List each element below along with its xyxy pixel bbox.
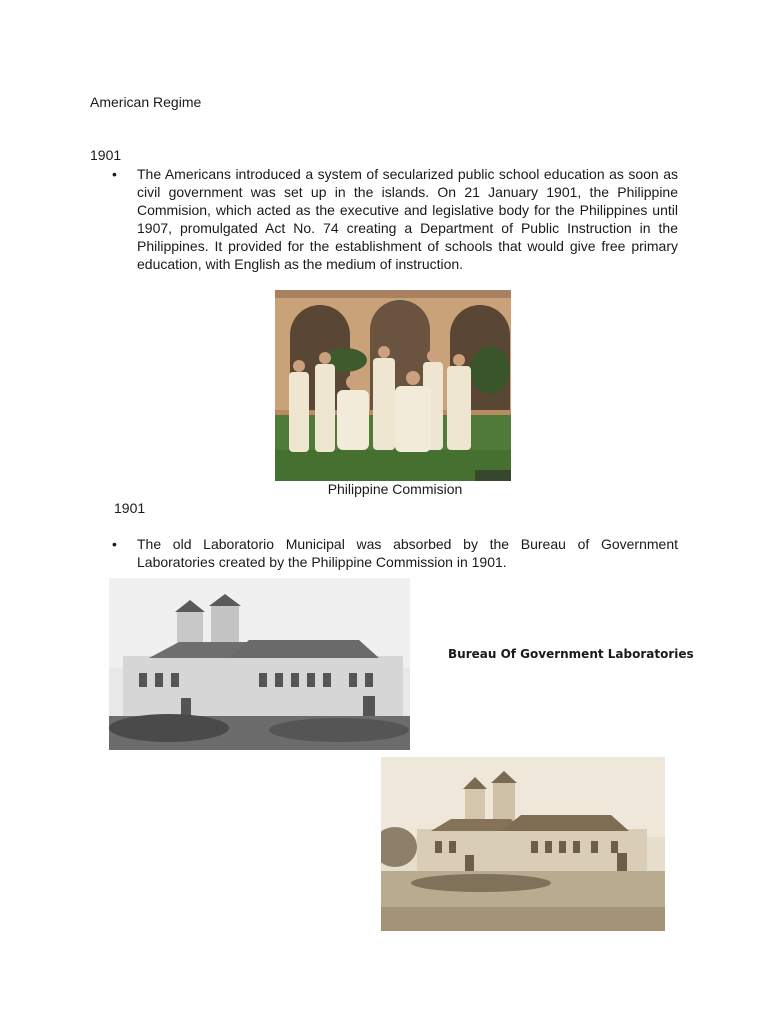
government-laboratories-photo-sepia: [381, 757, 665, 931]
philippine-commission-caption: Philippine Commision: [327, 481, 463, 497]
government-laboratories-photo-bw: [109, 578, 410, 750]
bullet-text-2: The old Laboratorio Municipal was absorbed by the Bureau of Government Laboratories created by the Philippine Commission in 1901.: [137, 536, 678, 570]
bullet-item-1: [90, 165, 678, 273]
philippine-commission-photo: [275, 290, 511, 481]
bullet-marker: •: [112, 536, 117, 552]
page-heading: American Regime: [90, 94, 202, 110]
government-laboratories-caption: Bureau Of Government Laboratories: [448, 647, 694, 661]
bullet-item-2: [90, 535, 678, 571]
year-label-1: 1901: [90, 147, 122, 163]
bullet-marker: •: [112, 166, 117, 182]
bullet-text-1: The Americans introduced a system of secularized public school education as soon as civil government was set up in the islands. On 21 January 1901, the Philippine Commision, which acted as the executive and legislative body for the Philippines until 1907, promulgated Act No. 74 creating a Department of Public Instruction in the Philippines. It provided for the establishment of schools that would give free primary education, with English as the medium of instruction.: [137, 166, 678, 272]
year-label-2: 1901: [114, 500, 146, 516]
